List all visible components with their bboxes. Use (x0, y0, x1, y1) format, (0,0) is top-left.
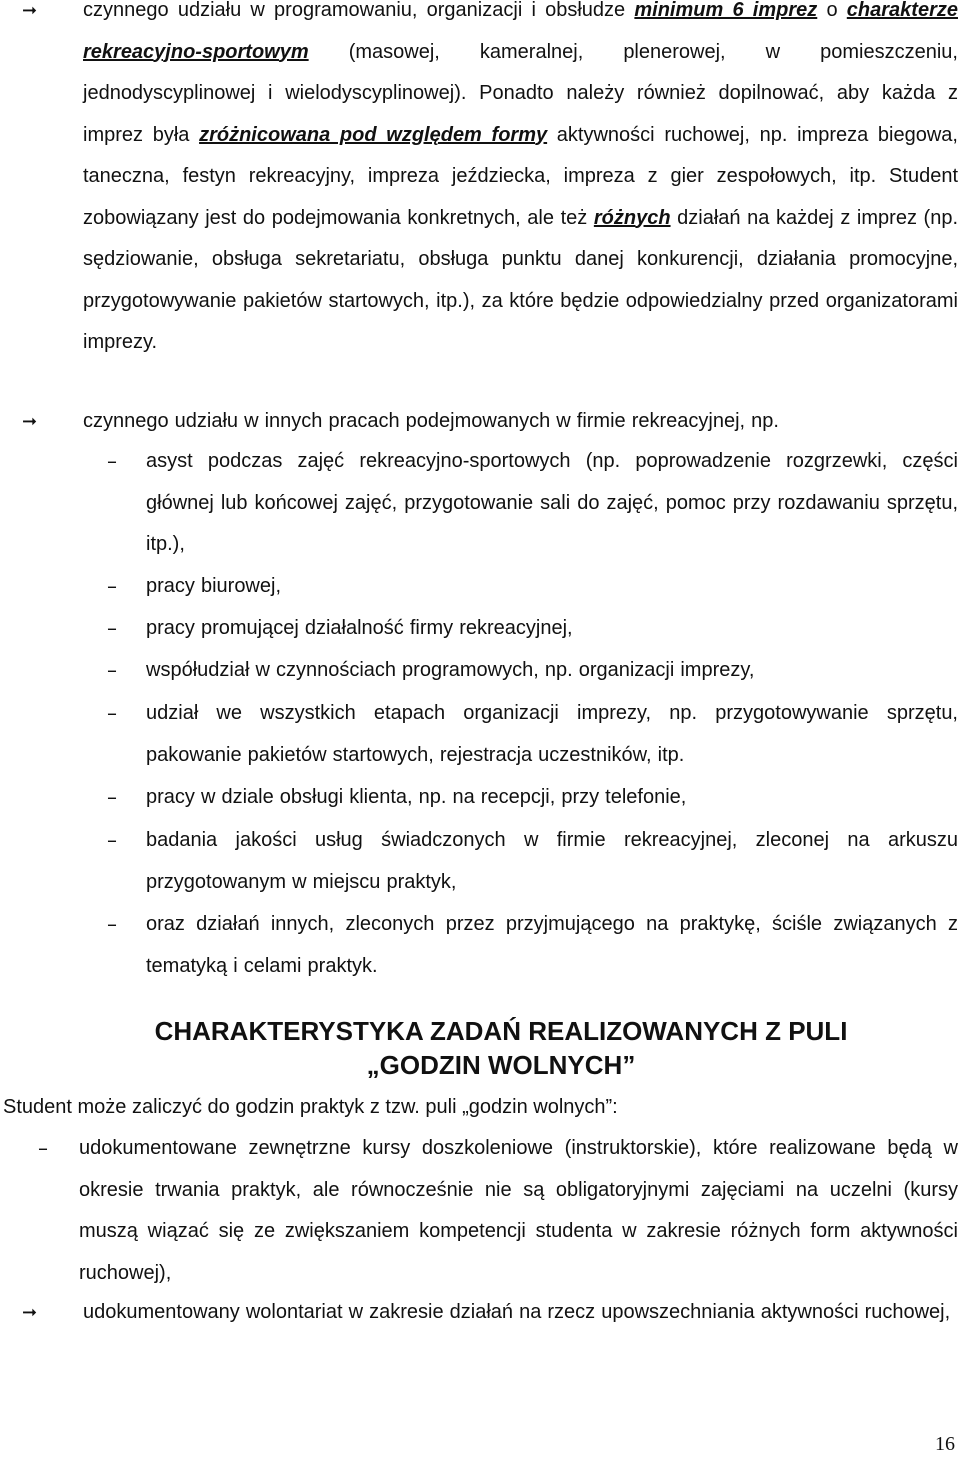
list-item (0, 0, 960, 364)
main-item-text: udokumentowany wolontariat w zakresie działań na rzecz upowszechniania aktywności ruchowej, (83, 1301, 951, 1323)
sub-item-text: asyst podczas zajęć rekreacyjno-sportowych (np. poprowadzenie rozgrzewki, części głównej lub końcowej zajęć, przygotowanie sali do zajęć, pomoc przy rozdawaniu sprzętu, itp.), (146, 450, 958, 555)
sub-list-item (0, 608, 960, 650)
section-heading-line: „GODZIN WOLNYCH” (366, 1050, 636, 1080)
sub-item-text: badania jakości usług świadczonych w firmie rekreacyjnej, zleconej na arkuszu przygotowanym w miejscu praktyk, (146, 829, 958, 893)
text-run: o (817, 0, 847, 21)
dash-bullet-icon: – (107, 828, 117, 852)
list-item (0, 1292, 960, 1334)
main-item-text: udokumentowane zewnętrzne kursy doszkoleniowe (instruktorskie), które realizowane będą w okresie trwania praktyk, ale równocześnie nie są obligatoryjnymi zajęciami na uczelni (kursy muszą wiązać się ze zwiększaniem kompetencji studenta w zakresie różnych form aktywności ruchowej), (79, 1137, 958, 1284)
arrow-bullet-icon: ➞ (22, 411, 38, 432)
arrow-bullet-icon: ➞ (22, 0, 38, 21)
emphasis-run: minimum 6 imprez (634, 0, 818, 21)
emphasis-run: zróżnicowana pod względem formy (199, 123, 548, 146)
sub-item-text: oraz działań innych, zleconych przez przyjmującego na praktykę, ściśle związanych z tematyką i celami praktyk. (146, 913, 958, 977)
sub-list-item (0, 566, 960, 608)
text-run: czynnego udziału w programowaniu, organizacji i obsłudze (83, 0, 635, 21)
dash-bullet-icon: – (107, 574, 117, 598)
dash-bullet-icon: – (107, 449, 117, 473)
emphasis-run: charakterze rekreacyjno-sportowym (83, 0, 958, 63)
list-item (0, 1128, 960, 1294)
sub-list-item (0, 441, 960, 566)
dash-bullet-icon: – (107, 658, 117, 682)
list-item (0, 401, 960, 443)
intro-text: Student może zaliczyć do godzin praktyk z tzw. puli „godzin wolnych”: (3, 1096, 618, 1118)
sub-list-item (0, 820, 960, 903)
arrow-bullet-icon: ➞ (22, 1302, 38, 1323)
sub-item-text: współudział w czynnościach programowych, np. organizacji imprezy, (146, 659, 755, 681)
dash-bullet-icon: – (107, 785, 117, 809)
sub-item-text: udział we wszystkich etapach organizacji imprezy, np. przygotowywanie sprzętu, pakowanie pakietów startowych, rejestracja uczestników, itp. (146, 702, 958, 766)
text-run: (masowej, kameralnej, plenerowej, w pomieszczeniu, jednodyscyplinowej i wielodyscyplinowej). Ponadto należy również dopilnować, aby każda z imprez była (83, 40, 958, 146)
dash-bullet-icon: – (107, 701, 117, 725)
sub-list-item (0, 904, 960, 987)
sub-item-text: pracy promującej działalność firmy rekreacyjnej, (146, 617, 573, 639)
dash-bullet-icon: – (107, 912, 117, 936)
bullet-text: czynnego udziału w innych pracach podejmowanych w firmie rekreacyjnej, np. (83, 410, 779, 432)
text-run: działań na każdej z imprez (np. sędziowanie, obsługa sekretariatu, obsługa punktu danej konkurencji, działania promocyjne, przygotowywanie pakietów startowych, itp.), za które będzie odpowiedzialny przed organizatorami imprezy. (83, 206, 958, 353)
sub-list-item (0, 650, 960, 692)
dash-bullet-icon: – (107, 616, 117, 640)
page-number: 16 (935, 1433, 955, 1455)
dash-bullet-icon: – (38, 1136, 48, 1160)
sub-list-item (0, 693, 960, 776)
bullet-text (83, 0, 958, 364)
sub-item-text: pracy w dziale obsługi klienta, np. na recepcji, przy telefonie, (146, 786, 687, 808)
emphasis-run: różnych (593, 206, 671, 229)
sub-list-item (0, 777, 960, 819)
text-run: aktywności ruchowej, np. impreza biegowa, taneczna, festyn rekreacyjny, impreza jeździecka, impreza z gier zespołowych, itp. Student zobowiązany jest do podejmowania konkretnych, ale też (83, 123, 958, 229)
sub-item-text: pracy biurowej, (146, 575, 282, 597)
section-heading (0, 1014, 960, 1082)
section-heading-line: CHARAKTERYSTYKA ZADAŃ REALIZOWANYCH Z PULI (154, 1016, 848, 1046)
